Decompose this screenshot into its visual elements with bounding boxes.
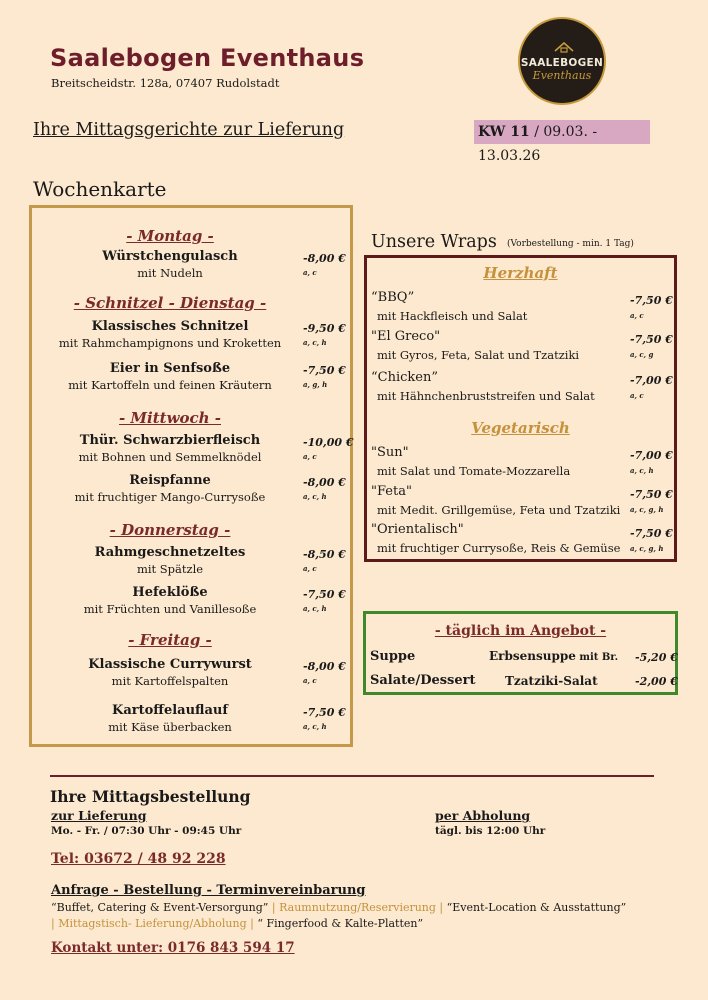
dish-price: -7,50 €	[303, 364, 346, 377]
logo-script: Eventhaus	[532, 69, 592, 82]
dish-desc: mit Rahmchampignons und Kroketten	[58, 336, 282, 350]
daily-dish-name: Tzatziki-Salat	[505, 674, 598, 688]
wrap-name: "Sun"	[371, 445, 409, 460]
service-fingerfood: “ Fingerfood & Kalte-Platten”	[253, 917, 424, 930]
wraps-category-vegetarisch: Vegetarisch	[471, 419, 570, 437]
inquiry-heading: Anfrage - Bestellung - Terminvereinbarung	[51, 883, 366, 898]
phone-link[interactable]: Tel: 03672 / 48 92 228	[51, 851, 226, 867]
day-heading-thursday: - Donnerstag -	[109, 521, 231, 539]
daily-label: Suppe	[370, 649, 416, 664]
weekly-menu-title: Wochenkarte	[33, 177, 167, 201]
wrap-allergens: a, c, g, h	[630, 544, 664, 553]
services-line-2	[51, 917, 423, 930]
dish-allergens: a, c, h	[303, 338, 327, 347]
page-subtitle: Ihre Mittagsgerichte zur Lieferung	[33, 120, 345, 140]
wrap-allergens: a, c, g, h	[630, 505, 664, 514]
services-line-1	[51, 901, 626, 914]
dish-desc: mit Nudeln	[137, 266, 203, 280]
dish-name: Hefeklöße	[132, 585, 208, 600]
service-location: “Event-Location & Ausstattung”	[443, 901, 627, 914]
week-badge	[474, 120, 650, 164]
dish-allergens: a, c, h	[303, 722, 327, 731]
pickup-times: tägl. bis 12:00 Uhr	[435, 825, 546, 837]
wrap-desc: mit Medit. Grillgemüse, Feta und Tzatziki	[377, 503, 621, 517]
dish-name: Klassisches Schnitzel	[91, 319, 249, 334]
wrap-allergens: a, c, h	[630, 466, 654, 475]
dish-name: Reispfanne	[129, 473, 211, 488]
service-buffet: “Buffet, Catering & Event-Versorgung”	[51, 901, 272, 914]
dish-price: -7,50 €	[303, 706, 346, 719]
dish-name: Eier in Senfsoße	[109, 361, 231, 376]
daily-dish-name: Erbsensuppe	[489, 649, 576, 663]
dish-name: Klassische Currywurst	[88, 657, 252, 672]
wrap-desc: mit Gyros, Feta, Salat und Tzatziki	[377, 348, 580, 362]
day-heading-wednesday: - Mittwoch -	[118, 409, 221, 427]
wrap-desc: mit fruchtiger Currysoße, Reis & Gemüse	[377, 541, 621, 555]
wrap-allergens: a, c	[630, 391, 644, 400]
delivery-times: Mo. - Fr. / 07:30 Uhr - 09:45 Uhr	[51, 825, 242, 837]
dish-name: Kartoffelauflauf	[112, 703, 228, 718]
wrap-name: “BBQ”	[371, 290, 415, 305]
daily-offer-title: - täglich im Angebot -	[434, 623, 607, 639]
wrap-price: -7,50 €	[630, 333, 673, 346]
dish-desc: mit Kartoffeln und feinen Kräutern	[68, 378, 272, 392]
daily-price: -2,00 €	[635, 675, 678, 688]
dish-price: -8,00 €	[303, 660, 346, 673]
day-heading-monday: - Montag -	[126, 227, 214, 245]
wrap-name: "Orientalisch"	[371, 522, 464, 537]
dish-allergens: a, c, h	[303, 492, 327, 501]
house-roof-icon	[554, 41, 574, 53]
dish-name: Würstchengulasch	[102, 249, 238, 264]
dish-allergens: a, c	[303, 564, 317, 573]
dish-allergens: a, c	[303, 676, 317, 685]
dish-price: -7,50 €	[303, 588, 346, 601]
dish-allergens: a, c, h	[303, 604, 327, 613]
wrap-name: "El Greco"	[371, 329, 441, 344]
dish-price: -10,00 €	[303, 436, 354, 449]
wrap-price: -7,50 €	[630, 527, 673, 540]
dish-price: -8,00 €	[303, 476, 346, 489]
dish-desc: mit Kartoffelspalten	[111, 674, 229, 688]
dish-allergens: a, g, h	[303, 380, 328, 389]
dish-name: Rahmgeschnetzeltes	[94, 545, 246, 560]
dish-price: -8,00 €	[303, 252, 346, 265]
wrap-name: “Chicken”	[371, 370, 438, 385]
wrap-desc: mit Salat und Tomate-Mozzarella	[377, 464, 571, 478]
dish-name: Thür. Schwarzbierfleisch	[79, 433, 261, 448]
wrap-price: -7,00 €	[630, 374, 673, 387]
wraps-category-herzhaft: Herzhaft	[483, 264, 558, 282]
dish-price: -9,50 €	[303, 322, 346, 335]
day-heading-tuesday: - Schnitzel - Dienstag -	[73, 294, 267, 312]
wrap-allergens: a, c, g	[630, 350, 654, 359]
dish-desc: mit fruchtiger Mango-Currysoße	[74, 490, 266, 504]
daily-label: Salate/Dessert	[370, 673, 476, 688]
contact-link[interactable]: Kontakt unter: 0176 843 594 17	[51, 940, 295, 956]
wrap-price: -7,50 €	[630, 488, 673, 501]
logo-text: SAALEBOGEN	[520, 57, 604, 69]
delivery-label: zur Lieferung	[51, 808, 147, 823]
wrap-price: -7,50 €	[630, 294, 673, 307]
dish-desc: mit Bohnen und Semmelknödel	[78, 450, 262, 464]
wrap-price: -7,00 €	[630, 449, 673, 462]
daily-price: -5,20 €	[635, 651, 678, 664]
pickup-label: per Abholung	[435, 808, 531, 823]
wrap-allergens: a, c	[630, 311, 644, 320]
order-title: Ihre Mittagsbestellung	[50, 787, 251, 806]
wraps-note: (Vorbestellung - min. 1 Tag)	[507, 239, 634, 249]
brand-title: Saalebogen Eventhaus	[50, 44, 365, 72]
wrap-desc: mit Hackfleisch und Salat	[377, 309, 528, 323]
service-room: | Raumnutzung/Reservierung |	[271, 901, 444, 914]
dish-allergens: a, c	[303, 268, 317, 277]
wrap-name: "Feta"	[371, 484, 412, 499]
wraps-title: Unsere Wraps	[371, 232, 497, 252]
dish-allergens: a, c	[303, 452, 317, 461]
divider	[50, 775, 654, 777]
daily-dish	[489, 649, 618, 663]
wrap-desc: mit Hähnchenbruststreifen und Salat	[377, 389, 595, 403]
logo	[518, 17, 606, 105]
dish-desc: mit Käse überbacken	[108, 720, 232, 734]
day-heading-friday: - Freitag -	[128, 631, 212, 649]
address: Breitscheidstr. 128a, 07407 Rudolstadt	[51, 76, 280, 90]
service-lunch: | Mittagstisch- Lieferung/Abholung |	[51, 917, 254, 930]
dish-desc: mit Früchten und Vanillesoße	[83, 602, 257, 616]
week-label: KW 11	[478, 124, 530, 140]
daily-dish-note: mit Br.	[575, 652, 619, 663]
dish-price: -8,50 €	[303, 548, 346, 561]
week-range: / 09.03. - 13.03.26	[478, 124, 598, 164]
dish-desc: mit Spätzle	[136, 562, 204, 576]
daily-dish	[505, 674, 598, 688]
